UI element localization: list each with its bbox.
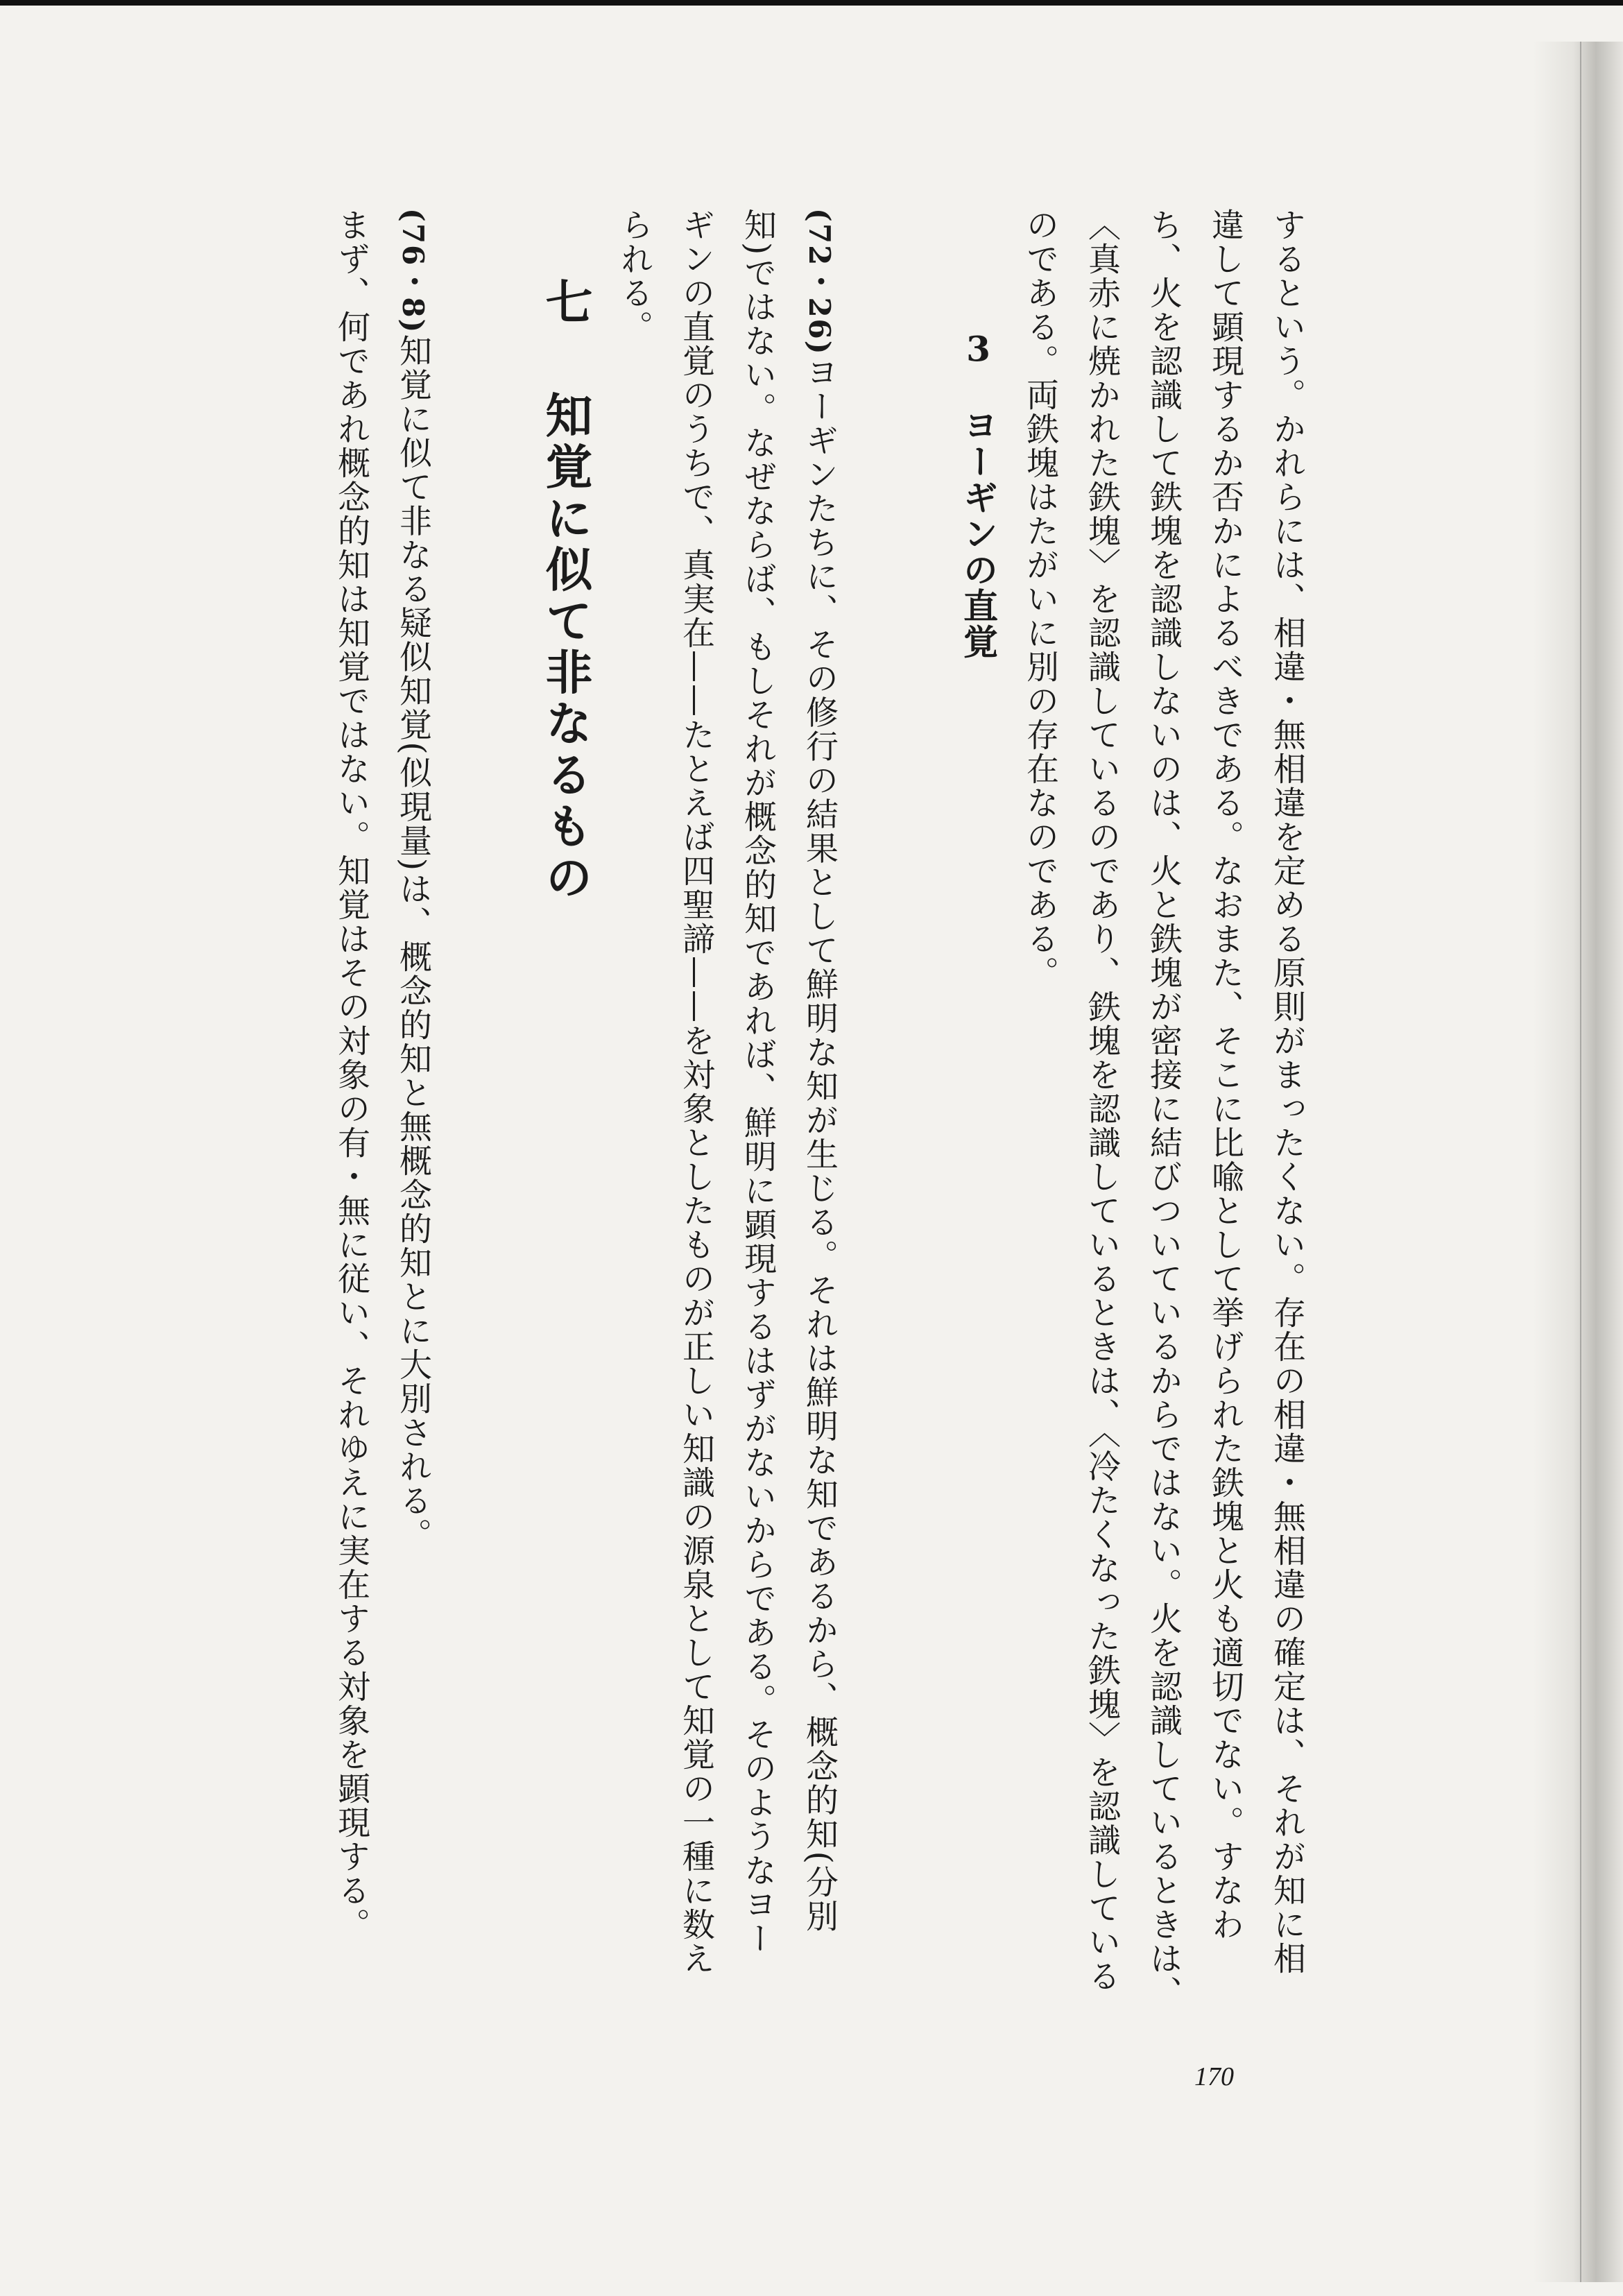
paragraph-2-reference: (72・26)	[802, 208, 836, 356]
section-number: 3	[966, 332, 990, 366]
paragraph-2	[603, 208, 850, 2081]
paragraph-2-line-3: ギンの直覚のうちで、真実在——たとえば四聖諦——を対象としたものが正しい知識の源泉として知覚の一種に数え	[677, 208, 715, 1976]
section-title: ヨーギンの直覚	[958, 407, 999, 660]
paragraph-1	[1009, 208, 1318, 2081]
paragraph-1-line-1: するという。かれらには、相違・無相違を定める原則がまったくない。存在の相違・無相違の確定は、それが知に相	[1268, 208, 1306, 1976]
paragraph-2-line-1: ヨーギンたちに、その修行の結果として鮮明な知が生じる。それは鮮明な知であるから、概念的知(分別	[800, 355, 839, 1933]
paragraph-2-line-4: られる。	[615, 208, 653, 344]
paragraph-3	[320, 208, 444, 2081]
paragraph-3-line-2: まず、何であれ概念的知は知覚ではない。知覚はその対象の有・無に従い、それゆえに実在する対象を顕現する。	[332, 208, 370, 1942]
page-number: 170	[1194, 2062, 1234, 2091]
page-gutter-line	[1580, 42, 1581, 2282]
page-gutter-shadow	[1533, 42, 1623, 2282]
paragraph-1-line-3: ち、火を認識して鉄塊を認識しないのは、火と鉄塊が密接に結びついているからではない。火を認識しているときは、	[1144, 208, 1183, 2010]
paragraph-1-line-2: 違して顕現するか否かによるべきである。なおまた、そこに比喩として挙げられた鉄塊と火も適切でない。すなわ	[1206, 208, 1244, 1942]
chapter-number: 七	[538, 277, 593, 329]
page-body	[104, 208, 1318, 2081]
section-heading	[947, 208, 1009, 2081]
paragraph-1-line-5: のである。両鉄塊はたがいに別の存在なのである。	[1021, 208, 1059, 990]
paragraph-1-line-4: 〈真赤に焼かれた鉄塊〉を認識しているのであり、鉄塊を認識しているときは、〈冷たくなった鉄塊〉を認識している	[1083, 208, 1121, 1994]
chapter-heading	[527, 208, 603, 2081]
chapter-title: 知覚に似て非なるもの	[538, 391, 593, 905]
paragraph-3-line-1: 知覚に似て非なる疑似知覚(似現量)は、概念的知と無概念的知とに大別される。	[394, 334, 432, 1552]
paragraph-3-reference: (76・8)	[396, 208, 430, 334]
top-border	[0, 0, 1623, 6]
paragraph-2-line-2: 知)ではない。なぜならば、もしそれが概念的知であれば、鮮明に顕現するはずがないからである。そのようなヨー	[739, 208, 777, 1956]
